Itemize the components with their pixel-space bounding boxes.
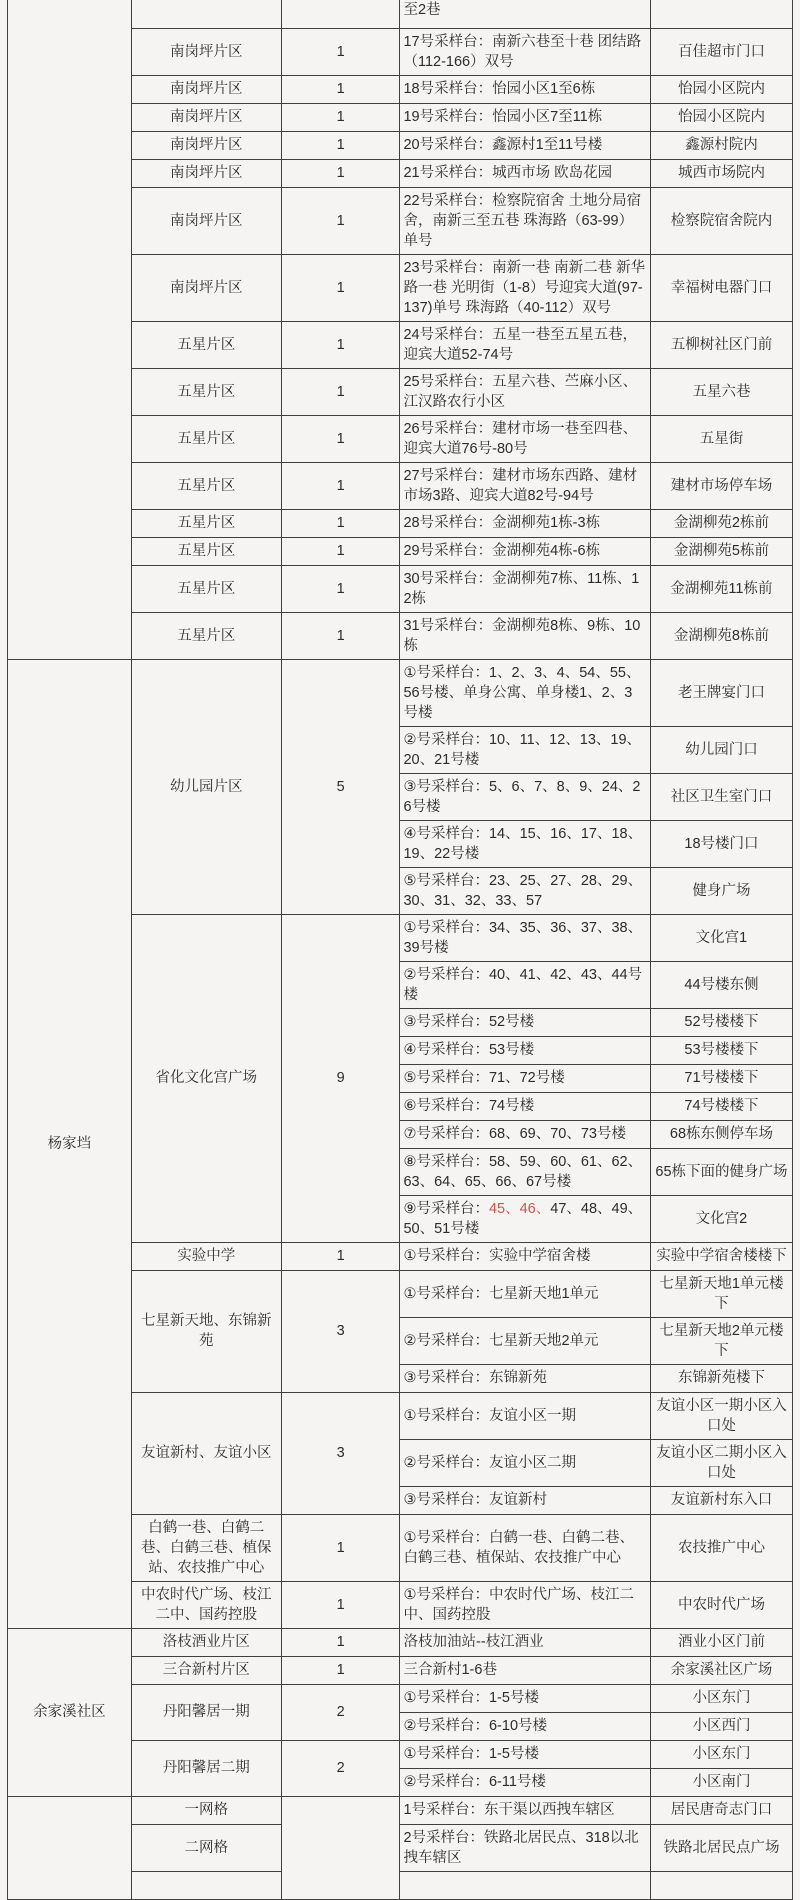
- count-cell: 2: [281, 1684, 400, 1740]
- station-cell: ①号采样台：1、2、3、4、54、55、56号楼、单身公寓、单身楼1、2、3号楼: [400, 659, 650, 726]
- station-cell: 18号采样台：怡园小区1至6栋: [400, 75, 650, 103]
- location-cell: 五星六巷: [650, 368, 792, 415]
- station-cell: ②号采样台：40、41、42、43、44号楼: [400, 961, 650, 1008]
- table-row: [8, 659, 793, 726]
- station-text: 47、48、49、50、51号楼: [403, 1200, 643, 1237]
- area-cell: 五星片区: [131, 368, 281, 415]
- station-cell: 20号采样台：鑫源村1至11号楼: [400, 131, 650, 159]
- area-cell: 三合新村片区: [131, 1656, 281, 1684]
- station-cell: 洛枝加油站--枝江酒业: [400, 1628, 650, 1656]
- count-cell: 1: [281, 1628, 400, 1656]
- area-cell: 省化文化宫广场: [131, 914, 281, 1242]
- location-cell: [650, 1871, 792, 1899]
- area-cell: [131, 1871, 281, 1899]
- area-cell: 五星片区: [131, 537, 281, 565]
- location-cell: 余家溪社区广场: [650, 1656, 792, 1684]
- location-cell: 小区东门: [650, 1740, 792, 1768]
- location-cell: 金湖柳苑2栋前: [650, 509, 792, 537]
- station-cell: 至2巷: [400, 0, 650, 28]
- station-cell: 19号采样台：怡园小区7至11栋: [400, 103, 650, 131]
- location-cell: 怡园小区院内: [650, 75, 792, 103]
- area-cell: 五星片区: [131, 321, 281, 368]
- station-cell: 2号采样台：铁路北居民点、318以北拽车辖区: [400, 1824, 650, 1871]
- station-cell: ②号采样台：6-11号楼: [400, 1768, 650, 1796]
- count-cell: 1: [281, 103, 400, 131]
- table-row: [8, 1796, 793, 1824]
- count-cell: 5: [281, 659, 400, 914]
- area-cell: 丹阳馨居二期: [131, 1740, 281, 1796]
- location-cell: 实验中学宿舍楼楼下: [650, 1242, 792, 1270]
- area-cell: 一网格: [131, 1796, 281, 1824]
- area-cell: 二网格: [131, 1824, 281, 1871]
- location-cell: 酒业小区门前: [650, 1628, 792, 1656]
- community-cell: [8, 1796, 132, 1899]
- location-cell: 71号楼楼下: [650, 1064, 792, 1092]
- count-cell: 9: [281, 914, 400, 1242]
- area-cell: 七星新天地、东锦新苑: [131, 1270, 281, 1392]
- community-cell: [8, 0, 132, 659]
- station-cell: ②号采样台：10、11、12、13、19、20、21号楼: [400, 726, 650, 773]
- area-cell: 五星片区: [131, 612, 281, 659]
- area-cell: 南岗坪片区: [131, 28, 281, 75]
- location-cell: 友谊小区一期小区入口处: [650, 1392, 792, 1439]
- station-cell: 25号采样台：五星六巷、苎麻小区、江汉路农行小区: [400, 368, 650, 415]
- station-cell: 29号采样台：金湖柳苑4栋-6栋: [400, 537, 650, 565]
- location-cell: 怡园小区院内: [650, 103, 792, 131]
- area-cell: 南岗坪片区: [131, 254, 281, 321]
- table-body: [8, 0, 793, 1899]
- station-cell: ④号采样台：53号楼: [400, 1036, 650, 1064]
- station-cell: ②号采样台：七星新天地2单元: [400, 1317, 650, 1364]
- area-cell: 南岗坪片区: [131, 131, 281, 159]
- station-cell: ①号采样台：七星新天地1单元: [400, 1270, 650, 1317]
- count-cell: 1: [281, 321, 400, 368]
- station-cell: 1号采样台：东干渠以西拽车辖区: [400, 1796, 650, 1824]
- sampling-stations-table: [7, 0, 793, 1900]
- location-cell: 52号楼楼下: [650, 1008, 792, 1036]
- table-row: [8, 0, 793, 28]
- area-cell: 友谊新村、友谊小区: [131, 1392, 281, 1514]
- location-cell: 文化宫1: [650, 914, 792, 961]
- count-cell: 1: [281, 462, 400, 509]
- station-cell: ①号采样台：34、35、36、37、38、39号楼: [400, 914, 650, 961]
- location-cell: 68栋东侧停车场: [650, 1120, 792, 1148]
- count-cell: 1: [281, 1656, 400, 1684]
- area-cell: 五星片区: [131, 565, 281, 612]
- count-cell: [281, 1796, 400, 1899]
- station-cell: ⑤号采样台：23、25、27、28、29、30、31、32、33、57: [400, 867, 650, 914]
- count-cell: 1: [281, 415, 400, 462]
- station-cell: ⑥号采样台：74号楼: [400, 1092, 650, 1120]
- location-cell: 建材市场停车场: [650, 462, 792, 509]
- area-cell: 五星片区: [131, 462, 281, 509]
- station-cell: [400, 1195, 650, 1242]
- station-cell: ①号采样台：1-5号楼: [400, 1684, 650, 1712]
- station-cell: ④号采样台：14、15、16、17、18、19、22号楼: [400, 820, 650, 867]
- location-cell: 五柳树社区门前: [650, 321, 792, 368]
- count-cell: 1: [281, 509, 400, 537]
- location-cell: 幸福树电器门口: [650, 254, 792, 321]
- station-cell: ①号采样台：1-5号楼: [400, 1740, 650, 1768]
- location-cell: 铁路北居民点广场: [650, 1824, 792, 1871]
- station-cell: 27号采样台：建材市场东西路、建材市场3路、迎宾大道82号-94号: [400, 462, 650, 509]
- area-cell: 五星片区: [131, 509, 281, 537]
- location-cell: 友谊新村东入口: [650, 1486, 792, 1514]
- station-cell: ③号采样台：5、6、7、8、9、24、26号楼: [400, 773, 650, 820]
- station-cell: ③号采样台：52号楼: [400, 1008, 650, 1036]
- station-cell: ①号采样台：友谊小区一期: [400, 1392, 650, 1439]
- station-cell: ①号采样台：实验中学宿舍楼: [400, 1242, 650, 1270]
- count-cell: 1: [281, 612, 400, 659]
- location-cell: 七星新天地1单元楼下: [650, 1270, 792, 1317]
- station-text-highlight: 45、46、: [488, 1200, 551, 1217]
- count-cell: 1: [281, 368, 400, 415]
- location-cell: 中农时代广场: [650, 1581, 792, 1628]
- station-cell: 26号采样台：建材市场一巷至四巷、迎宾大道76号-80号: [400, 415, 650, 462]
- location-cell: 友谊小区二期小区入口处: [650, 1439, 792, 1486]
- area-cell: 五星片区: [131, 415, 281, 462]
- location-cell: 检察院宿舍院内: [650, 187, 792, 254]
- community-cell: 杨家垱: [8, 659, 132, 1628]
- station-cell: [400, 1871, 650, 1899]
- count-cell: 1: [281, 1581, 400, 1628]
- table-row: [8, 1628, 793, 1656]
- location-cell: 七星新天地2单元楼下: [650, 1317, 792, 1364]
- location-cell: 东锦新苑楼下: [650, 1364, 792, 1392]
- area-cell: [131, 0, 281, 28]
- location-cell: 65栋下面的健身广场: [650, 1148, 792, 1195]
- station-cell: 22号采样台：检察院宿舍 土地分局宿舍，南新三至五巷 珠海路（63-99）单号: [400, 187, 650, 254]
- location-cell: 农技推广中心: [650, 1514, 792, 1581]
- location-cell: 居民唐奇志门口: [650, 1796, 792, 1824]
- location-cell: [650, 0, 792, 28]
- location-cell: 健身广场: [650, 867, 792, 914]
- location-cell: 53号楼楼下: [650, 1036, 792, 1064]
- area-cell: 南岗坪片区: [131, 159, 281, 187]
- station-cell: 三合新村1-6巷: [400, 1656, 650, 1684]
- count-cell: [281, 0, 400, 28]
- location-cell: 金湖柳苑5栋前: [650, 537, 792, 565]
- station-cell: ②号采样台：6-10号楼: [400, 1712, 650, 1740]
- station-cell: 30号采样台：金湖柳苑7栋、11栋、12栋: [400, 565, 650, 612]
- location-cell: 鑫源村院内: [650, 131, 792, 159]
- location-cell: 小区西门: [650, 1712, 792, 1740]
- count-cell: 1: [281, 159, 400, 187]
- area-cell: 实验中学: [131, 1242, 281, 1270]
- station-cell: ①号采样台：中农时代广场、枝江二中、国药控股: [400, 1581, 650, 1628]
- count-cell: 1: [281, 131, 400, 159]
- station-cell: ①号采样台：白鹤一巷、白鹤二巷、白鹤三巷、植保站、农技推广中心: [400, 1514, 650, 1581]
- station-cell: 31号采样台：金湖柳苑8栋、9栋、10栋: [400, 612, 650, 659]
- location-cell: 幼儿园门口: [650, 726, 792, 773]
- location-cell: 城西市场院内: [650, 159, 792, 187]
- location-cell: 百佳超市门口: [650, 28, 792, 75]
- station-cell: ⑦号采样台：68、69、70、73号楼: [400, 1120, 650, 1148]
- count-cell: 1: [281, 537, 400, 565]
- station-cell: 28号采样台：金湖柳苑1栋-3栋: [400, 509, 650, 537]
- area-cell: 南岗坪片区: [131, 103, 281, 131]
- area-cell: 中农时代广场、枝江二中、国药控股: [131, 1581, 281, 1628]
- count-cell: 3: [281, 1270, 400, 1392]
- station-text: ⑨号采样台：: [403, 1200, 489, 1217]
- count-cell: 1: [281, 187, 400, 254]
- location-cell: 五星街: [650, 415, 792, 462]
- area-cell: 南岗坪片区: [131, 187, 281, 254]
- area-cell: 南岗坪片区: [131, 75, 281, 103]
- location-cell: 老王牌宴门口: [650, 659, 792, 726]
- station-cell: ⑤号采样台：71、72号楼: [400, 1064, 650, 1092]
- station-cell: ③号采样台：友谊新村: [400, 1486, 650, 1514]
- location-cell: 44号楼东侧: [650, 961, 792, 1008]
- location-cell: 社区卫生室门口: [650, 773, 792, 820]
- count-cell: 2: [281, 1740, 400, 1796]
- area-cell: 白鹤一巷、白鹤二巷、白鹤三巷、植保站、农技推广中心: [131, 1514, 281, 1581]
- community-cell: 余家溪社区: [8, 1628, 132, 1796]
- location-cell: 18号楼门口: [650, 820, 792, 867]
- station-cell: ②号采样台：友谊小区二期: [400, 1439, 650, 1486]
- count-cell: 1: [281, 28, 400, 75]
- area-cell: 丹阳馨居一期: [131, 1684, 281, 1740]
- area-cell: 幼儿园片区: [131, 659, 281, 914]
- location-cell: 金湖柳苑8栋前: [650, 612, 792, 659]
- station-cell: 24号采样台：五星一巷至五星五巷，迎宾大道52-74号: [400, 321, 650, 368]
- station-cell: ③号采样台：东锦新苑: [400, 1364, 650, 1392]
- location-cell: 小区南门: [650, 1768, 792, 1796]
- location-cell: 文化宫2: [650, 1195, 792, 1242]
- location-cell: 74号楼楼下: [650, 1092, 792, 1120]
- area-cell: 洛枝酒业片区: [131, 1628, 281, 1656]
- count-cell: 1: [281, 1242, 400, 1270]
- count-cell: 1: [281, 75, 400, 103]
- count-cell: 1: [281, 254, 400, 321]
- station-cell: 21号采样台：城西市场 欧岛花园: [400, 159, 650, 187]
- location-cell: 金湖柳苑11栋前: [650, 565, 792, 612]
- count-cell: 1: [281, 1514, 400, 1581]
- location-cell: 小区东门: [650, 1684, 792, 1712]
- station-cell: 17号采样台：南新六巷至十巷 团结路（112-166）双号: [400, 28, 650, 75]
- count-cell: 1: [281, 565, 400, 612]
- station-cell: ⑧号采样台：58、59、60、61、62、63、64、65、66、67号楼: [400, 1148, 650, 1195]
- count-cell: 3: [281, 1392, 400, 1514]
- station-cell: 23号采样台：南新一巷 南新二巷 新华路一巷 光明街（1-8）号迎宾大道(97-137)单号 珠海路（40-112）双号: [400, 254, 650, 321]
